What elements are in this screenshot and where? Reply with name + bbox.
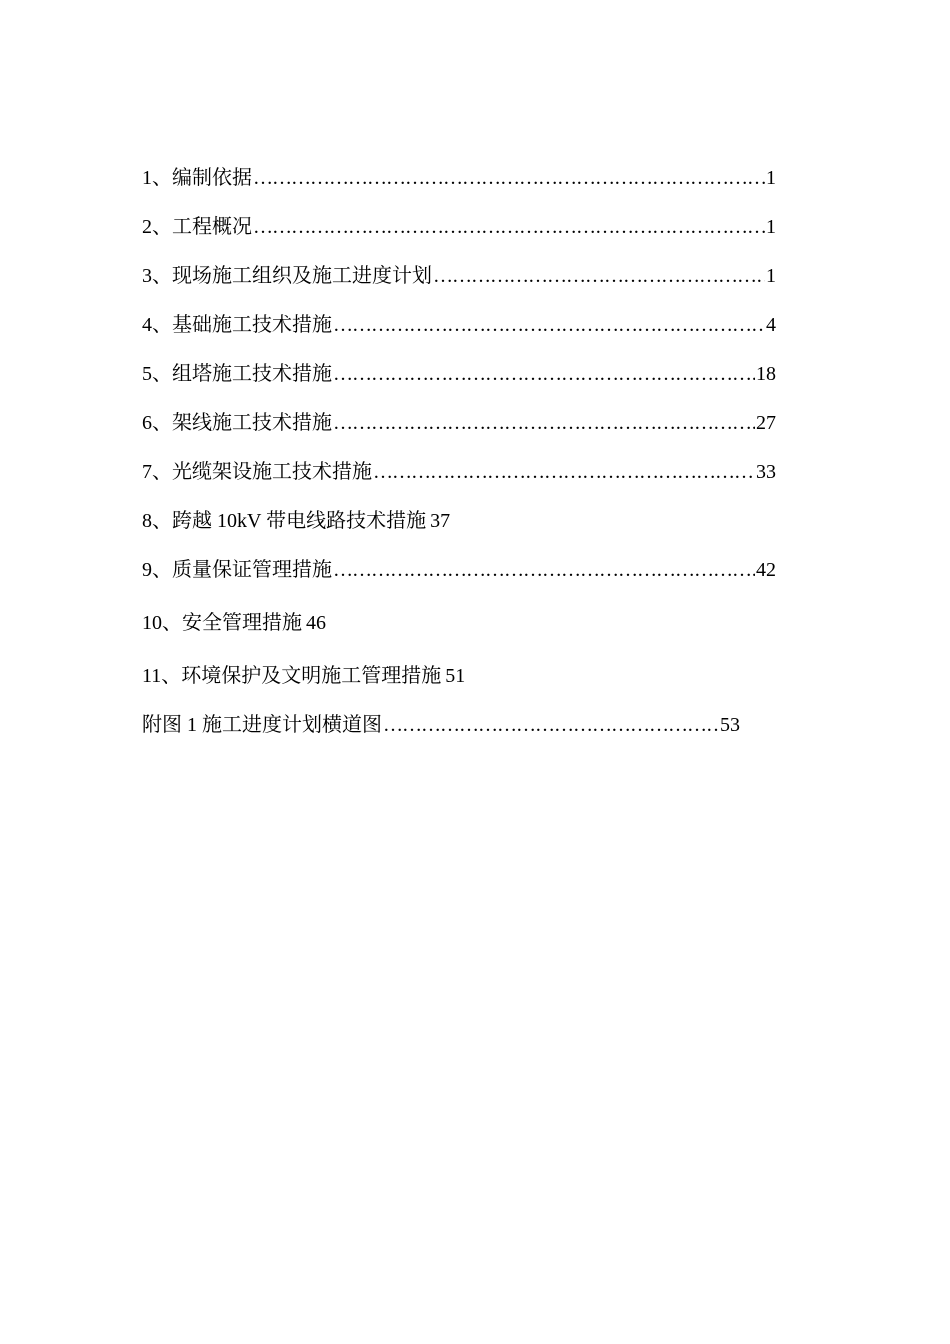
toc-entry-page: 42 xyxy=(756,559,776,581)
toc-entry[interactable] xyxy=(142,411,776,460)
dot-leader xyxy=(433,264,765,288)
toc-entry-page: 53 xyxy=(720,714,740,736)
dot-leader xyxy=(333,362,755,386)
dot-leader xyxy=(373,460,755,484)
toc-entry-page: 18 xyxy=(756,363,776,385)
toc-entry[interactable] xyxy=(142,611,782,664)
dot-leader xyxy=(253,215,765,239)
dot-leader xyxy=(253,166,765,190)
toc-entry-page: 1 xyxy=(766,167,776,189)
toc-entry[interactable] xyxy=(142,558,776,611)
toc-entry-title: 5、组塔施工技术措施 xyxy=(142,363,332,385)
toc-entry[interactable] xyxy=(142,362,776,411)
toc-entry[interactable] xyxy=(142,460,776,509)
toc-entry-title: 3、现场施工组织及施工进度计划 xyxy=(142,265,432,287)
toc-entry-title: 7、光缆架设施工技术措施 xyxy=(142,461,372,483)
toc-entry-title: 9、质量保证管理措施 xyxy=(142,559,332,581)
toc-entry-page: 1 xyxy=(766,265,776,287)
toc-entry-title: 4、基础施工技术措施 xyxy=(142,314,332,336)
dot-leader xyxy=(333,558,755,582)
toc-entry-title: 11、环境保护及文明施工管理措施 xyxy=(142,665,442,687)
toc-entry-page: 51 xyxy=(445,665,466,687)
dot-leader xyxy=(333,313,765,337)
dot-leader xyxy=(333,411,755,435)
toc-entry[interactable] xyxy=(142,313,776,362)
toc-entry-title: 8、跨越 10kV 带电线路技术措施 xyxy=(142,510,427,532)
toc-entry[interactable] xyxy=(142,264,776,313)
toc-entry-page: 46 xyxy=(306,612,326,634)
toc-entry-page: 27 xyxy=(756,412,776,434)
toc-entry[interactable] xyxy=(142,166,776,215)
toc-entry-title: 附图 1 施工进度计划横道图 xyxy=(142,714,382,736)
toc-entry[interactable] xyxy=(142,509,782,558)
toc-entry-title: 1、编制依据 xyxy=(142,167,252,189)
toc-entry[interactable] xyxy=(142,215,776,264)
toc-entry-page: 33 xyxy=(756,461,776,483)
toc-entry-title: 6、架线施工技术措施 xyxy=(142,412,332,434)
toc-entry-title: 2、工程概况 xyxy=(142,216,252,238)
toc-entry-page: 37 xyxy=(430,510,451,532)
toc-entry-title: 10、安全管理措施 xyxy=(142,612,302,634)
dot-leader xyxy=(383,713,719,737)
table-of-contents xyxy=(142,166,782,762)
toc-entry-page: 1 xyxy=(766,216,776,238)
toc-entry-page: 4 xyxy=(766,314,776,336)
toc-entry-appendix[interactable] xyxy=(142,713,740,762)
toc-entry[interactable] xyxy=(142,664,782,713)
